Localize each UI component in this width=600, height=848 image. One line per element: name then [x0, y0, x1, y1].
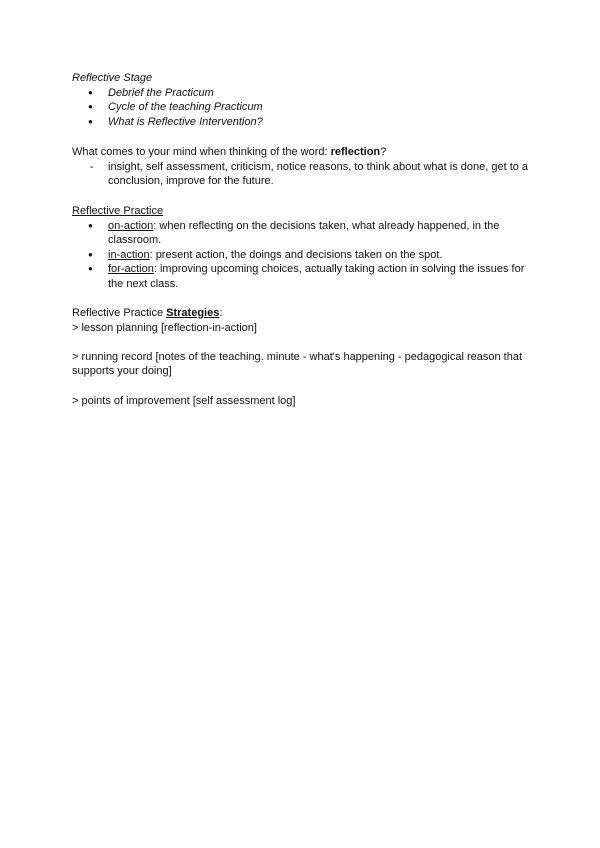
strategy-item: > lesson planning [reflection-in-action]: [72, 321, 257, 334]
practice-text: : improving upcoming choices, actually taking action in solving the issues for the next class.: [108, 263, 525, 290]
practice-text: : when reflecting on the decisions taken, what already happened, in the classroom.: [108, 219, 500, 247]
question-keyword: reflection: [330, 146, 381, 158]
practice-term: in-action: [108, 248, 150, 261]
list-item: [72, 248, 532, 263]
strategies-section: [72, 306, 532, 408]
reflective-stage-heading: Reflective Stage: [72, 72, 153, 84]
list-item: [72, 219, 532, 248]
reflection-question: [72, 145, 532, 160]
list-item: [72, 262, 532, 291]
practice-term: on-action: [108, 219, 154, 232]
dash-mark: -: [90, 160, 94, 173]
list-item: ● Cycle of the teaching Practicum: [72, 100, 532, 115]
practice-text: : present action, the doings and decisions taken on the spot.: [149, 248, 443, 261]
answer-text: insight, self assessment, criticism, notice reasons, to think about what is done, get to a conclusion, improve for the future.: [108, 160, 529, 188]
question-suffix: ?: [380, 146, 387, 158]
reflection-answer-list: [72, 160, 532, 189]
reflective-stage-list: [72, 86, 532, 130]
list-item: [72, 160, 532, 189]
strategy-item: > points of improvement [self assessment log]: [72, 394, 296, 407]
reflection-question-section: [72, 145, 532, 189]
strategies-heading-prefix: Reflective Practice: [72, 307, 167, 319]
reflective-practice-list: [72, 219, 532, 292]
list-item: ● Debrief the Practicum: [72, 86, 532, 101]
reflective-practice-heading: Reflective Practice: [72, 205, 164, 217]
question-prefix: What comes to your mind when thinking of the word:: [72, 146, 331, 158]
reflective-practice-section: [72, 204, 532, 292]
strategy-item: > running record [notes of the teaching. minute - what's happening - pedagogical reason that supports your doing]: [72, 350, 523, 378]
strategies-heading-suffix: :: [219, 307, 223, 319]
strategies-heading: [72, 306, 532, 321]
list-item: ● What is Reflective Intervention?: [72, 115, 532, 130]
strategies-heading-bold: Strategies: [166, 307, 220, 319]
practice-term: for-action: [108, 263, 154, 276]
reflective-stage-section: [72, 71, 532, 129]
